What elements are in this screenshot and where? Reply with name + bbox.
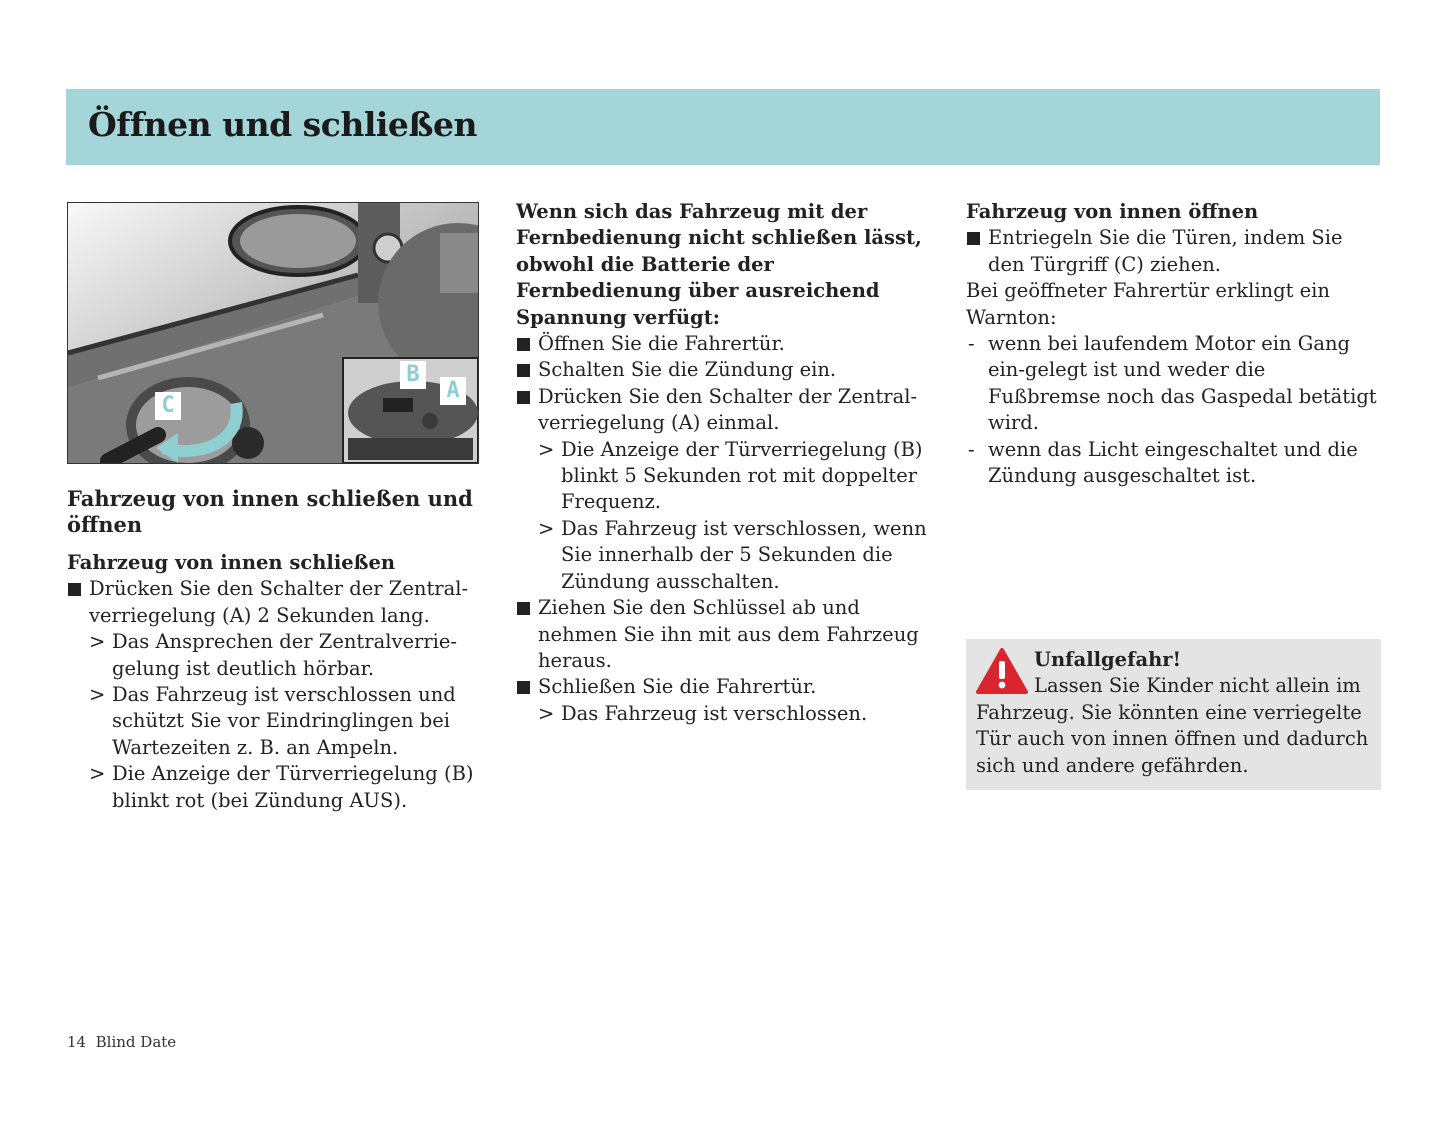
result-item: > Die Anzeige der Türverriegelung (B) blinkt 5 Sekunden rot mit doppelter Frequenz. [538, 437, 923, 514]
condition-item: - wenn das Licht eingeschaltet und die Zündung ausgeschaltet ist. [968, 437, 1358, 488]
step-item: Entriegeln Sie die Türen, indem Sie den Türgriff (C) ziehen. [966, 225, 1380, 278]
page-title: Öffnen und schließen [88, 105, 477, 144]
result-arrow-icon: > [89, 762, 106, 786]
warning-triangle-icon [976, 647, 1028, 695]
dash-icon: - [968, 332, 975, 356]
bullet-square-icon [967, 232, 980, 245]
column-middle [516, 199, 936, 727]
step-item: Drücken Sie den Schalter der Zentral-verriegelung (A) 2 Sekunden lang. [67, 576, 479, 629]
label-c: C [155, 392, 181, 420]
result-arrow-icon: > [538, 701, 555, 725]
warning-tone-paragraph: Bei geöffneter Fahrertür erklingt ein Warnton: [966, 279, 1330, 329]
footer-section: Blind Date [95, 1033, 177, 1051]
subheading-open-inside: Fahrzeug von innen öffnen [966, 200, 1259, 223]
bullet-square-icon [68, 583, 81, 596]
step-item: Ziehen Sie den Schlüssel ab und nehmen Sie ihn mit aus dem Fahrzeug heraus. [516, 595, 936, 674]
step-item: Öffnen Sie die Fahrertür. [516, 331, 936, 357]
warning-box [966, 639, 1381, 790]
result-item: > Das Fahrzeug ist verschlossen und schützt Sie vor Eindringlingen bei Wartezeiten z. B. an Ampeln. [89, 683, 456, 759]
page-number: 14 [67, 1033, 87, 1051]
step-item: Drücken Sie den Schalter der Zentral-verriegelung (A) einmal. [516, 384, 936, 437]
result-item: > Das Fahrzeug ist verschlossen, wenn Sie innerhalb der 5 Sekunden die Zündung ausschalten. [538, 516, 927, 593]
remote-failure-intro: Wenn sich das Fahrzeug mit der Fernbedienung nicht schließen lässt, obwohl die Batterie der Fernbedienung über ausreichend Spannung verfügt: [516, 200, 922, 329]
step-item: Schließen Sie die Fahrertür. [516, 674, 936, 700]
result-item: > Die Anzeige der Türverriegelung (B) blinkt rot (bei Zündung AUS). [89, 762, 474, 812]
section-heading: Fahrzeug von innen schließen und öffnen [67, 486, 473, 537]
warning-title: Unfallgefahr! [1034, 648, 1182, 671]
bullet-square-icon [517, 681, 530, 694]
step-item: Schalten Sie die Zündung ein. [516, 357, 936, 383]
condition-item: - wenn bei laufendem Motor ein Gang ein-gelegt ist und weder die Fußbremse noch das Gaspedal betätigt wird. [968, 332, 1377, 435]
title-bar [66, 89, 1380, 165]
result-arrow-icon: > [538, 437, 555, 461]
result-item: > Das Fahrzeug ist verschlossen. [516, 701, 936, 727]
subheading-close-inside: Fahrzeug von innen schließen [67, 551, 396, 574]
column-left [67, 202, 479, 814]
result-arrow-icon: > [538, 516, 555, 540]
bullet-square-icon [517, 602, 530, 615]
column-right [966, 199, 1380, 489]
door-figure-graphic [68, 203, 478, 463]
door-illustration [67, 202, 479, 464]
label-b: B [400, 361, 426, 389]
result-arrow-icon: > [89, 683, 106, 707]
label-a: A [440, 377, 466, 405]
warning-text: Lassen Sie Kinder nicht allein im Fahrzeug. Sie könnten eine verriegelte Tür auch von innen öffnen und dadurch sich und andere gefährden. [976, 674, 1369, 777]
result-arrow-icon: > [89, 630, 106, 654]
bullet-square-icon [517, 364, 530, 377]
page-footer [67, 1033, 176, 1051]
result-item: > Das Ansprechen der Zentralverrie-gelung ist deutlich hörbar. [89, 630, 458, 680]
bullet-square-icon [517, 338, 530, 351]
bullet-square-icon [517, 391, 530, 404]
dash-icon: - [968, 437, 975, 461]
